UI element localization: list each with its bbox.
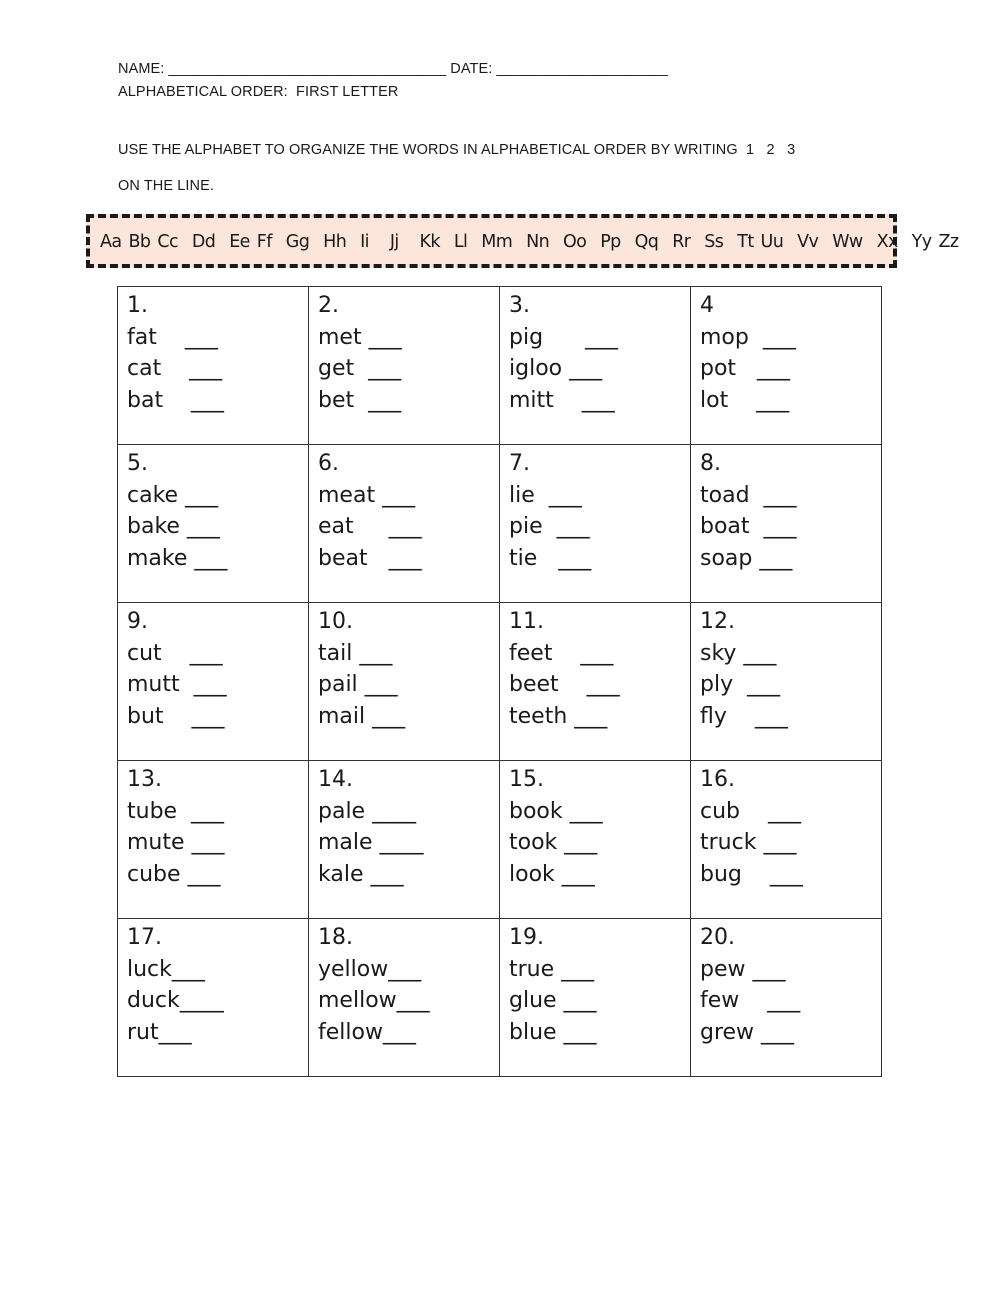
- table-row: [118, 287, 882, 445]
- group-number: 19.: [509, 925, 544, 950]
- word-with-answer-line[interactable]: tie ___: [509, 545, 592, 571]
- word-group: [691, 761, 881, 890]
- group-number: 1.: [127, 293, 148, 318]
- word-with-answer-line[interactable]: blue ___: [509, 1019, 597, 1045]
- instructions-line-1: USE THE ALPHABET TO ORGANIZE THE WORDS IN ALPHABETICAL ORDER BY WRITING 1 2 3: [118, 142, 796, 158]
- word-with-answer-line[interactable]: feet ___: [509, 640, 614, 666]
- word-with-answer-line[interactable]: look ___: [509, 861, 595, 887]
- word-with-answer-line[interactable]: male ____: [318, 830, 424, 855]
- word-with-answer-line[interactable]: glue ___: [509, 988, 597, 1013]
- group-number: 8.: [700, 451, 721, 476]
- word-group-cell: [118, 445, 309, 603]
- word-with-answer-line[interactable]: grew ___: [700, 1019, 795, 1045]
- word-with-answer-line[interactable]: igloo ___: [509, 356, 603, 381]
- group-number: 7.: [509, 451, 530, 476]
- word-group-cell: [500, 603, 691, 761]
- word-group: [500, 603, 690, 732]
- word-with-answer-line[interactable]: kale ___: [318, 861, 404, 887]
- word-with-answer-line[interactable]: met ___: [318, 324, 402, 350]
- word-with-answer-line[interactable]: toad ___: [700, 482, 797, 508]
- word-with-answer-line[interactable]: pale ____: [318, 798, 417, 824]
- word-with-answer-line[interactable]: tube ___: [127, 798, 225, 824]
- word-with-answer-line[interactable]: but ___: [127, 703, 225, 729]
- word-with-answer-line[interactable]: rut___: [127, 1019, 192, 1045]
- word-with-answer-line[interactable]: mop ___: [700, 324, 796, 350]
- word-group: [309, 761, 499, 890]
- word-with-answer-line[interactable]: eat ___: [318, 514, 422, 539]
- word-group-cell: [118, 919, 309, 1077]
- word-groups-table: [117, 286, 882, 1077]
- word-with-answer-line[interactable]: mute ___: [127, 830, 225, 855]
- group-number: 17.: [127, 925, 162, 950]
- word-group: [118, 287, 308, 416]
- instructions-line-2: ON THE LINE.: [118, 178, 215, 194]
- word-group-cell: [309, 919, 500, 1077]
- word-with-answer-line[interactable]: true ___: [509, 956, 595, 982]
- word-group-cell: [691, 287, 882, 445]
- word-with-answer-line[interactable]: beet ___: [509, 672, 620, 697]
- word-group-cell: [309, 445, 500, 603]
- group-number: 10.: [318, 609, 353, 634]
- word-with-answer-line[interactable]: boat ___: [700, 514, 797, 539]
- word-with-answer-line[interactable]: mutt ___: [127, 672, 227, 697]
- word-group-cell: [118, 761, 309, 919]
- word-group-cell: [309, 287, 500, 445]
- table-row: [118, 445, 882, 603]
- word-with-answer-line[interactable]: bet ___: [318, 387, 402, 413]
- group-number: 14.: [318, 767, 353, 792]
- group-number: 18.: [318, 925, 353, 950]
- group-number: 5.: [127, 451, 148, 476]
- word-group-cell: [309, 761, 500, 919]
- word-group-cell: [500, 287, 691, 445]
- group-number: 15.: [509, 767, 544, 792]
- word-with-answer-line[interactable]: pie ___: [509, 514, 590, 539]
- word-with-answer-line[interactable]: book ___: [509, 798, 603, 824]
- name-date-line[interactable]: NAME: __________________________________ DATE: _____________________: [118, 61, 668, 77]
- alphabet-strip: [86, 214, 959, 268]
- group-number: 16.: [700, 767, 735, 792]
- word-group-cell: [691, 445, 882, 603]
- word-group: [309, 445, 499, 574]
- word-group-cell: [500, 919, 691, 1077]
- word-with-answer-line[interactable]: duck____: [127, 988, 224, 1013]
- word-with-answer-line[interactable]: beat ___: [318, 545, 422, 571]
- word-with-answer-line[interactable]: mellow___: [318, 988, 430, 1013]
- word-with-answer-line[interactable]: cut ___: [127, 640, 223, 666]
- word-with-answer-line[interactable]: cube ___: [127, 861, 221, 887]
- worksheet-subtitle: ALPHABETICAL ORDER: FIRST LETTER: [118, 84, 399, 100]
- word-with-answer-line[interactable]: mitt ___: [509, 387, 615, 413]
- group-number: 13.: [127, 767, 162, 792]
- word-with-answer-line[interactable]: cake ___: [127, 482, 219, 508]
- word-with-answer-line[interactable]: fly ___: [700, 703, 788, 729]
- word-with-answer-line[interactable]: pot ___: [700, 356, 791, 381]
- word-with-answer-line[interactable]: pew ___: [700, 956, 786, 982]
- word-group: [500, 919, 690, 1048]
- word-with-answer-line[interactable]: few ___: [700, 988, 801, 1013]
- word-group: [691, 287, 881, 416]
- word-with-answer-line[interactable]: meat ___: [318, 482, 416, 508]
- word-group: [118, 761, 308, 890]
- word-with-answer-line[interactable]: truck ___: [700, 830, 797, 855]
- word-with-answer-line[interactable]: get ___: [318, 356, 402, 381]
- word-with-answer-line[interactable]: mail ___: [318, 703, 406, 729]
- word-group-cell: [309, 603, 500, 761]
- word-group: [118, 603, 308, 732]
- word-with-answer-line[interactable]: fat ___: [127, 324, 218, 350]
- word-group: [500, 287, 690, 416]
- word-with-answer-line[interactable]: bat ___: [127, 387, 225, 413]
- word-group-cell: [691, 603, 882, 761]
- word-with-answer-line[interactable]: pig ___: [509, 324, 619, 350]
- word-group: [118, 445, 308, 574]
- word-with-answer-line[interactable]: ply ___: [700, 672, 781, 697]
- word-with-answer-line[interactable]: fellow___: [318, 1019, 416, 1045]
- word-with-answer-line[interactable]: took ___: [509, 830, 598, 855]
- word-with-answer-line[interactable]: lie ___: [509, 482, 582, 508]
- word-with-answer-line[interactable]: teeth ___: [509, 703, 608, 729]
- word-with-answer-line[interactable]: pail ___: [318, 672, 398, 697]
- table-row: [118, 603, 882, 761]
- word-group: [691, 603, 881, 732]
- word-group: [309, 919, 499, 1048]
- table-row: [118, 761, 882, 919]
- group-number: 20.: [700, 925, 735, 950]
- word-with-answer-line[interactable]: cat ___: [127, 356, 223, 381]
- word-group: [309, 287, 499, 416]
- group-number: 2.: [318, 293, 339, 318]
- word-group: [500, 445, 690, 574]
- group-number: 6.: [318, 451, 339, 476]
- group-number: 4: [700, 293, 714, 318]
- word-with-answer-line[interactable]: bake ___: [127, 514, 220, 539]
- word-with-answer-line[interactable]: bug ___: [700, 861, 803, 887]
- word-with-answer-line[interactable]: soap ___: [700, 545, 793, 571]
- group-number: 9.: [127, 609, 148, 634]
- word-with-answer-line[interactable]: sky ___: [700, 640, 777, 666]
- word-group-cell: [118, 287, 309, 445]
- word-group: [500, 761, 690, 890]
- word-with-answer-line[interactable]: cub ___: [700, 798, 801, 824]
- word-group: [118, 919, 308, 1048]
- word-group-cell: [500, 761, 691, 919]
- word-group: [691, 919, 881, 1048]
- word-group-cell: [500, 445, 691, 603]
- alphabet-letters: Aa Bb Cc Dd Ee Ff Gg Hh Ii Jj Kk Ll Mm Nn Oo Pp Qq Rr Ss Tt Uu Vv Ww Xx Yy Zz: [100, 232, 959, 252]
- word-group: [691, 445, 881, 574]
- word-with-answer-line[interactable]: yellow___: [318, 956, 422, 982]
- word-with-answer-line[interactable]: luck___: [127, 956, 205, 982]
- group-number: 3.: [509, 293, 530, 318]
- word-group: [309, 603, 499, 732]
- word-group-cell: [118, 603, 309, 761]
- word-with-answer-line[interactable]: tail ___: [318, 640, 393, 666]
- word-with-answer-line[interactable]: make ___: [127, 545, 228, 571]
- word-with-answer-line[interactable]: lot ___: [700, 387, 790, 413]
- table-row: [118, 919, 882, 1077]
- word-group-cell: [691, 761, 882, 919]
- group-number: 11.: [509, 609, 544, 634]
- group-number: 12.: [700, 609, 735, 634]
- word-group-cell: [691, 919, 882, 1077]
